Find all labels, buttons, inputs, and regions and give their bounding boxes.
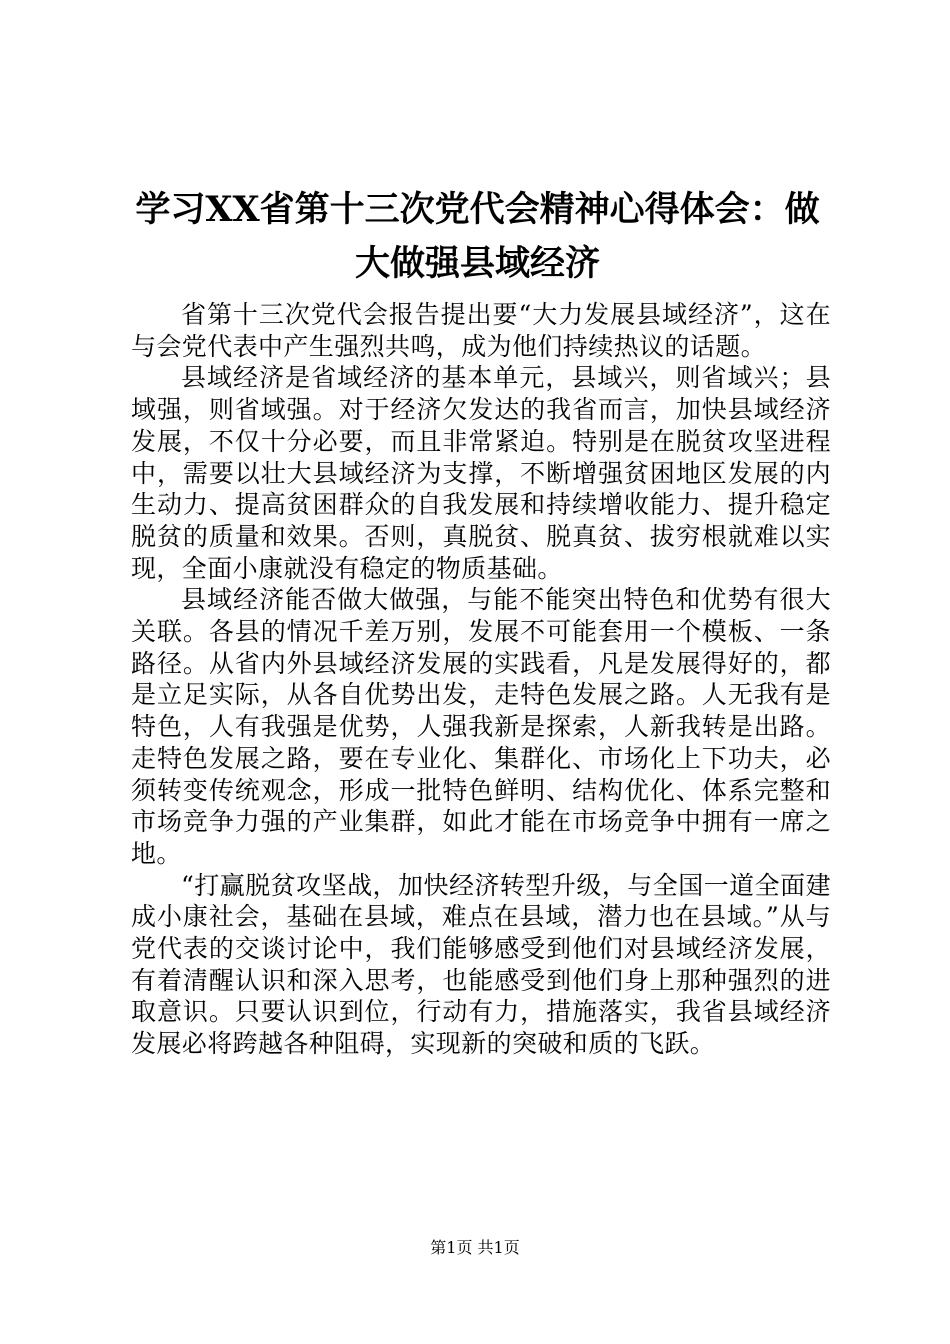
paragraph-2: 县域经济是省域经济的基本单元，县域兴，则省域兴；县域强，则省域强。对于经济欠发达的我省而言，加快县域经济发展，不仅十分必要，而且非常紧迫。特别是在脱贫攻坚进程中，需要以壮大县域经济为支撑，不断增强贫困地区发展的内生动力、提高贫困群众的自我发展和持续增收能力、提升稳定脱贫的质量和效果。否则，真脱贫、脱真贫、拔穷根就难以实现，全面小康就没有稳定的物质基础。 [131,363,831,583]
page-footer: 第1页 共1页 [430,1238,520,1257]
document-body [131,299,831,1060]
document-title: 学习XX省第十三次党代会精神心得体会：做大做强县域经济 [135,189,820,284]
paragraph-3: 县域经济能否做大做强，与能不能突出特色和优势有很大关联。各县的情况千差万别，发展不可能套用一个模板、一条路径。从省内外县域经济发展的实践看，凡是发展得好的，都是立足实际，从各自优势出发，走特色发展之路。人无我有是特色，人有我强是优势，人强我新是探索，人新我转是出路。走特色发展之路，要在专业化、集群化、市场化上下功夫，必须转变传统观念，形成一批特色鲜明、结构优化、体系完整和市场竞争力强的产业集群，如此才能在市场竞争中拥有一席之地。 [131,585,831,868]
paragraph-4: “打赢脱贫攻坚战，加快经济转型升级，与全国一道全面建成小康社会，基础在县域，难点在县域，潜力也在县域。”从与党代表的交谈讨论中，我们能够感受到他们对县域经济发展，有着清醒认识和深入思考，也能感受到他们身上那种强烈的进取意识。只要认识到位，行动有力，措施落实，我省县域经济发展必将跨越各种阻碍，实现新的突破和质的飞跃。 [131,870,831,1059]
paragraph-1: 省第十三次党代会报告提出要“大力发展县域经济”，这在与会党代表中产生强烈共鸣，成为他们持续热议的话题。 [131,300,831,361]
